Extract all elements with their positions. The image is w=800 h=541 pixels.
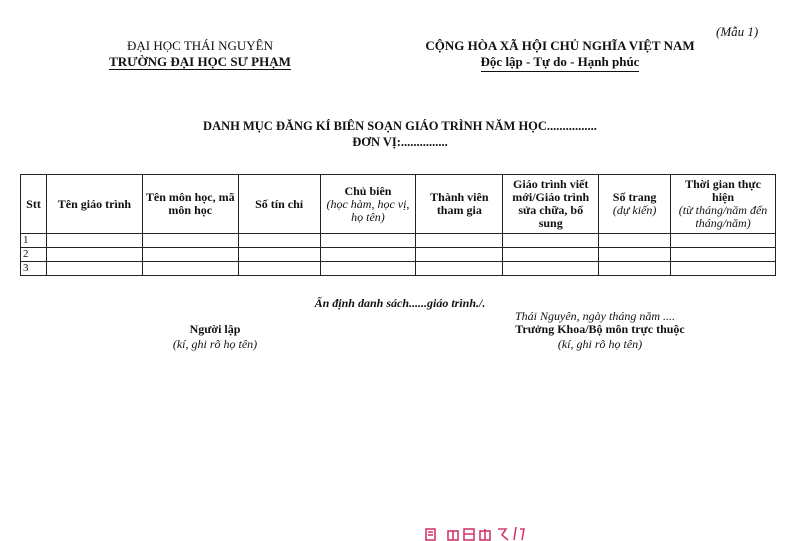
university-name: ĐẠI HỌC THÁI NGUYÊN [127,38,273,53]
header-textbook-name: Tên giáo trình [46,175,142,234]
title-line-1: DANH MỤC ĐĂNG KÍ BIÊN SOẠN GIÁO TRÌNH NĂM HỌC................ [203,119,597,133]
table-row [21,248,776,262]
header-pages: Số trang (dự kiến) [599,175,671,234]
header-duration: Thời gian thực hiện (từ tháng/năm đến tháng/năm) [671,175,776,234]
preparer-signature-block [130,322,300,352]
row-number: 2 [21,248,47,262]
institution-header [90,38,310,70]
country-name: CỘNG HÒA XÃ HỘI CHỦ NGHĨA VIỆT NAM [425,38,695,53]
header-stt: Stt [21,175,47,234]
header-textbook-type: Giáo trình viết mới/Giáo trình sửa chữa, bổ sung [503,175,599,234]
document-title [100,118,700,150]
head-signature-block [470,322,730,352]
header-chief-editor: Chủ biên (học hàm, học vị, họ tên) [320,175,416,234]
red-stamp-fragment [424,523,534,541]
title-line-2: ĐƠN VỊ:............... [352,135,448,149]
form-number: (Mẫu 1) [716,24,759,39]
date-line: Thái Nguyên, ngày tháng năm .... [515,309,675,323]
row-number: 1 [21,234,47,248]
table-row [21,234,776,248]
school-name: TRƯỜNG ĐẠI HỌC SƯ PHẠM [109,54,291,69]
header-members: Thành viên tham gia [416,175,503,234]
national-header [400,38,720,72]
head-title: Trưởng Khoa/Bộ môn trực thuộc [515,322,685,336]
preparer-title: Người lập [189,322,241,336]
registration-table [20,174,776,276]
preparer-note: (kí, ghi rõ họ tên) [172,337,258,351]
approval-line: Ấn định danh sách......giáo trình./. [314,296,486,310]
row-number: 3 [21,262,47,276]
table-row [21,262,776,276]
national-motto: Độc lập - Tự do - Hạnh phúc [481,54,640,72]
table-header-row [21,175,776,234]
head-note: (kí, ghi rõ họ tên) [557,337,643,351]
header-credits: Số tín chỉ [238,175,320,234]
header-course: Tên môn học, mã môn học [142,175,238,234]
